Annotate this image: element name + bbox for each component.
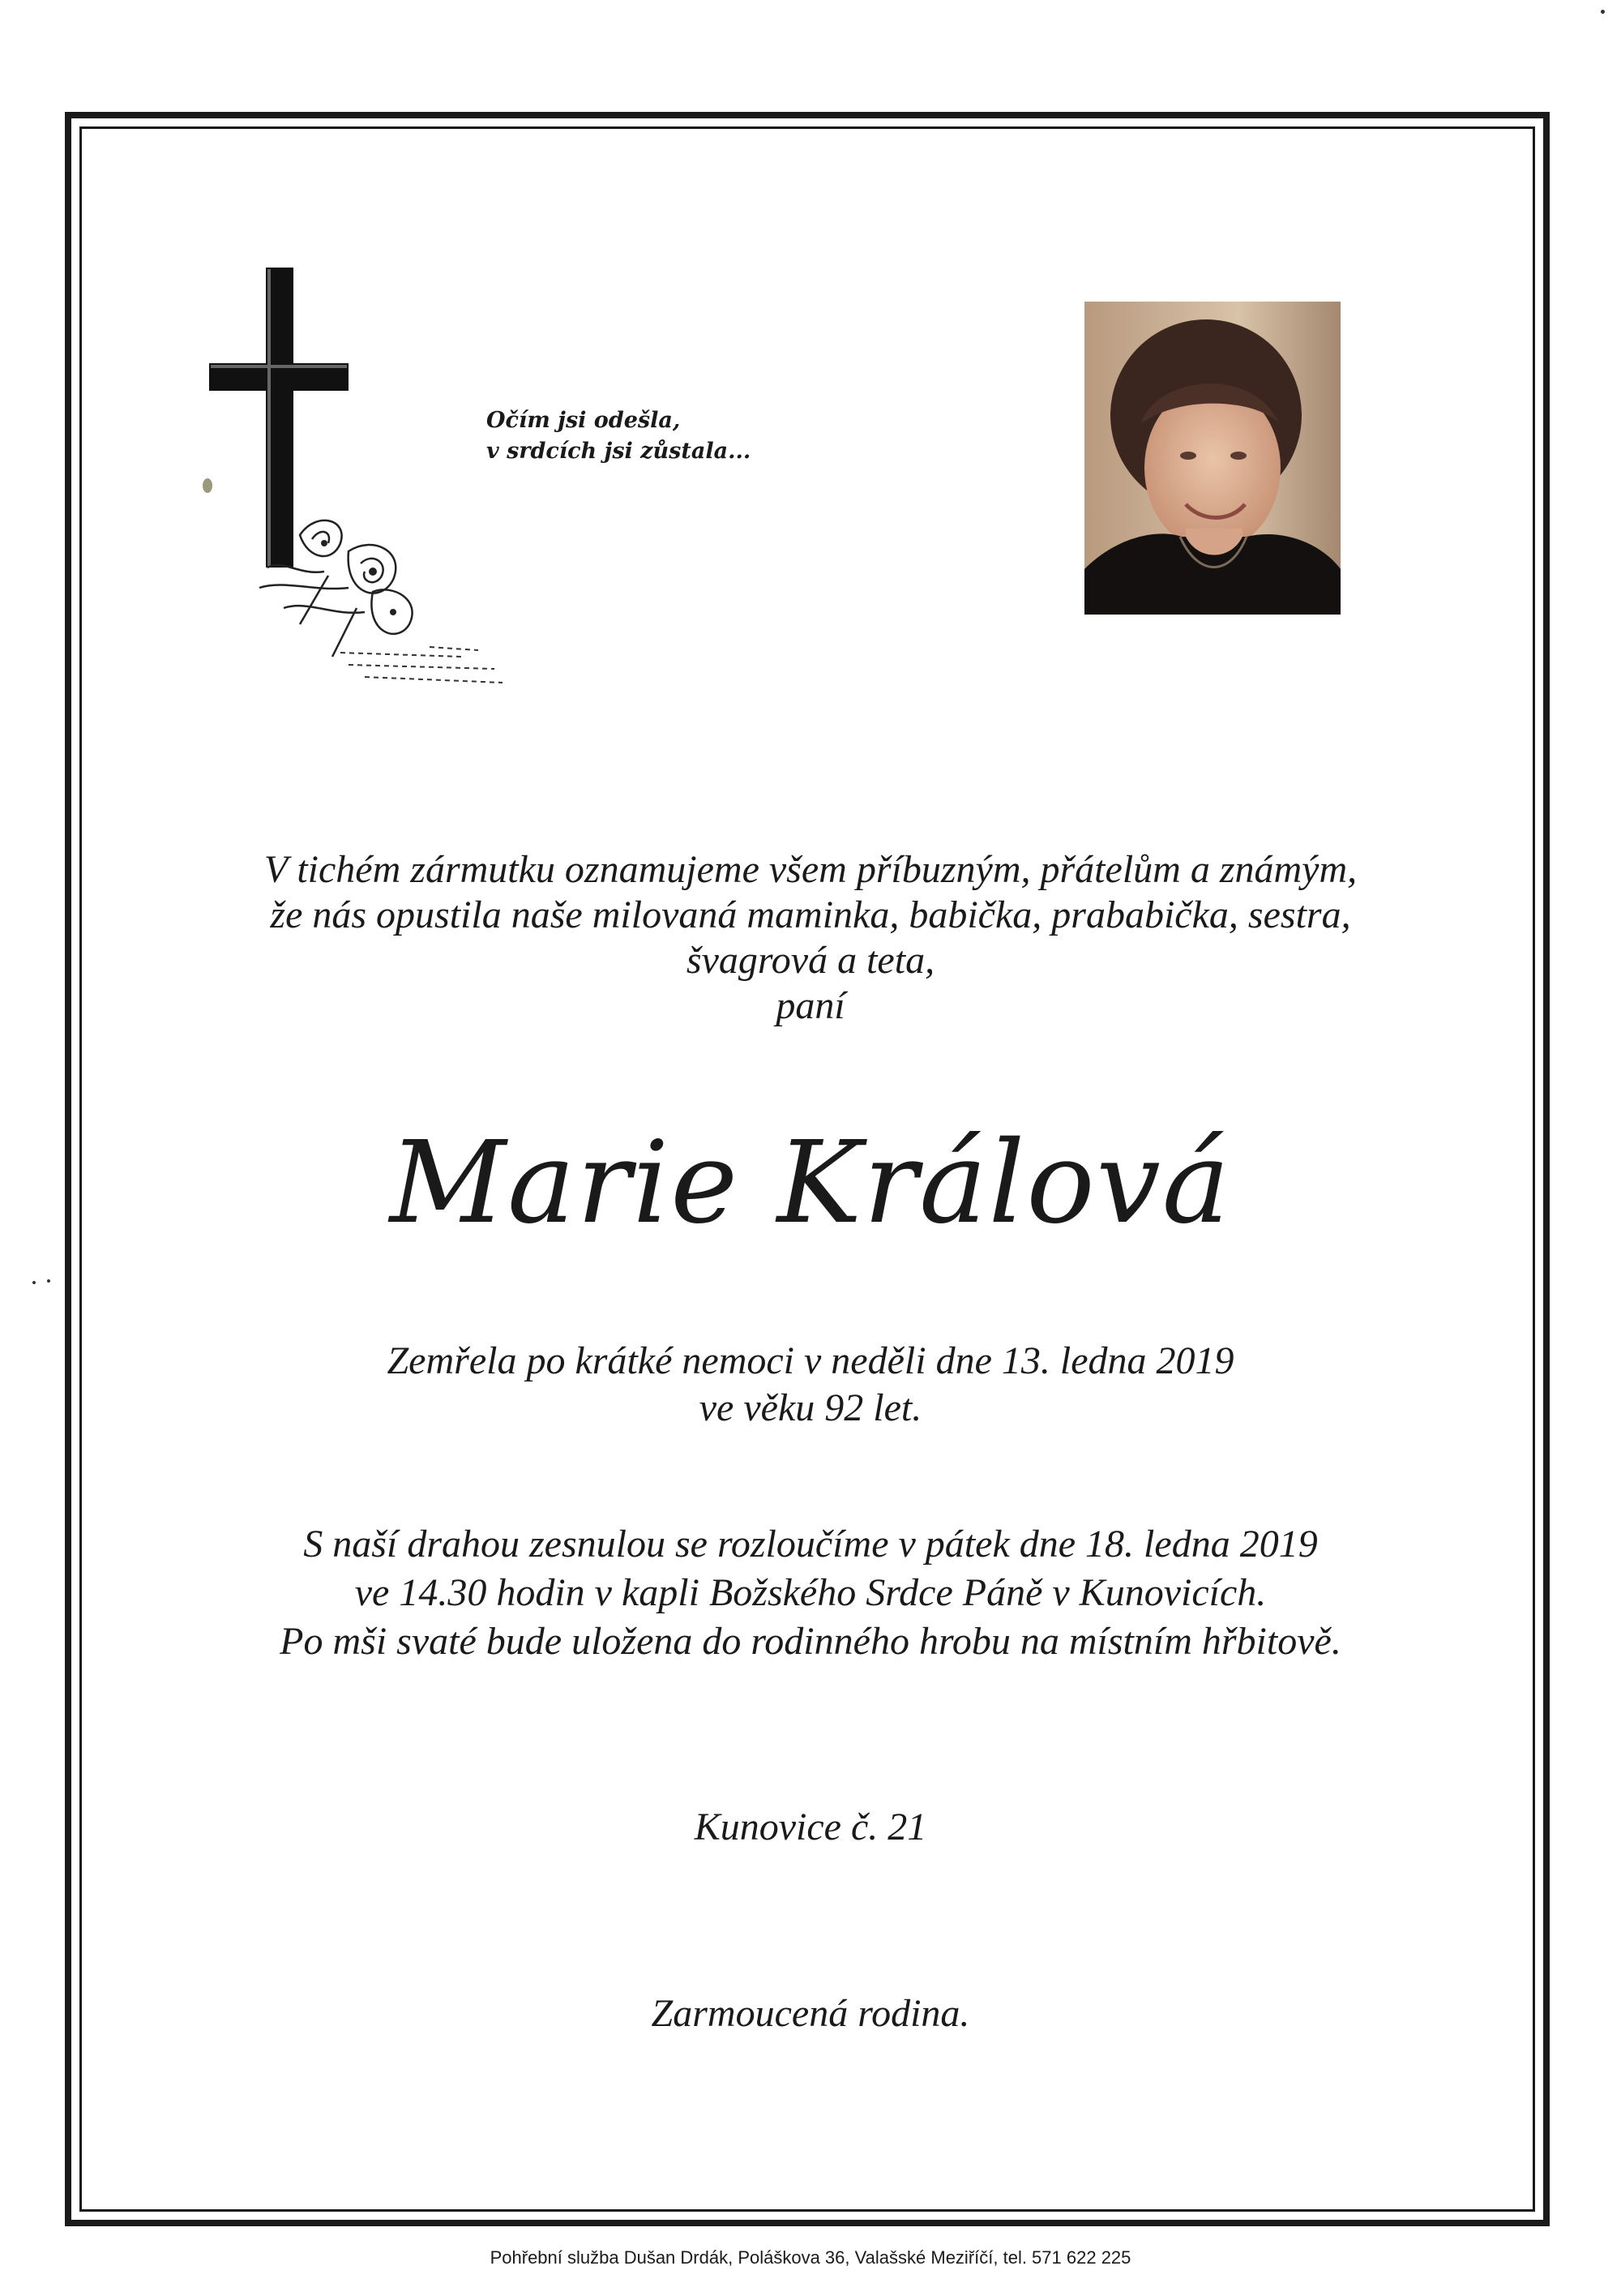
death-info [130,1338,1491,1432]
announcement-line-3: švagrová a teta, [686,939,935,982]
funeral-info-line-1: S naší drahou zesnulou se rozloučíme v pátek dne 18. ledna 2019 [303,1523,1318,1566]
funeral-info [130,1520,1491,1666]
motto [486,405,908,467]
address: Kunovice č. 21 [694,1806,927,1848]
funeral-service-footer: Pohřební služba Dušan Drdák, Poláškova 36, Valašské Meziříčí, tel. 571 622 225 [490,2247,1131,2268]
death-info-line-2: ve věku 92 let. [699,1386,922,1429]
rose-flowers-icon [251,503,519,689]
announcement-line-4: paní [776,984,845,1027]
announcement-line-2: že nás opustila naše milovaná maminka, babička, prababička, sestra, [270,893,1351,936]
announcement [130,847,1491,1029]
paper-speck [1601,10,1605,14]
portrait-photo [1084,302,1341,615]
funeral-info-line-3: Po mši svaté bude uložena do rodinného hrobu na místním hřbitově. [280,1620,1341,1663]
funeral-info-line-2: ve 14.30 hodin v kapli Božského Srdce Páně v Kunovicích. [354,1571,1267,1614]
announcement-line-1: V tichém zármutku oznamujeme všem příbuzným, přátelům a známým, [263,848,1358,891]
paper-speck [203,478,212,493]
motto-line-1: Očím jsi odešla, [486,408,681,433]
paper-speck [32,1281,36,1284]
motto-line-2: v srdcích jsi zůstala... [486,439,751,464]
deceased-name: Marie Králová [389,1117,1232,1249]
paper-speck [47,1279,50,1283]
family-signature: Zarmoucená rodina. [651,1992,970,2035]
death-info-line-1: Zemřela po krátké nemoci v neděli dne 13. ledna 2019 [387,1339,1234,1382]
